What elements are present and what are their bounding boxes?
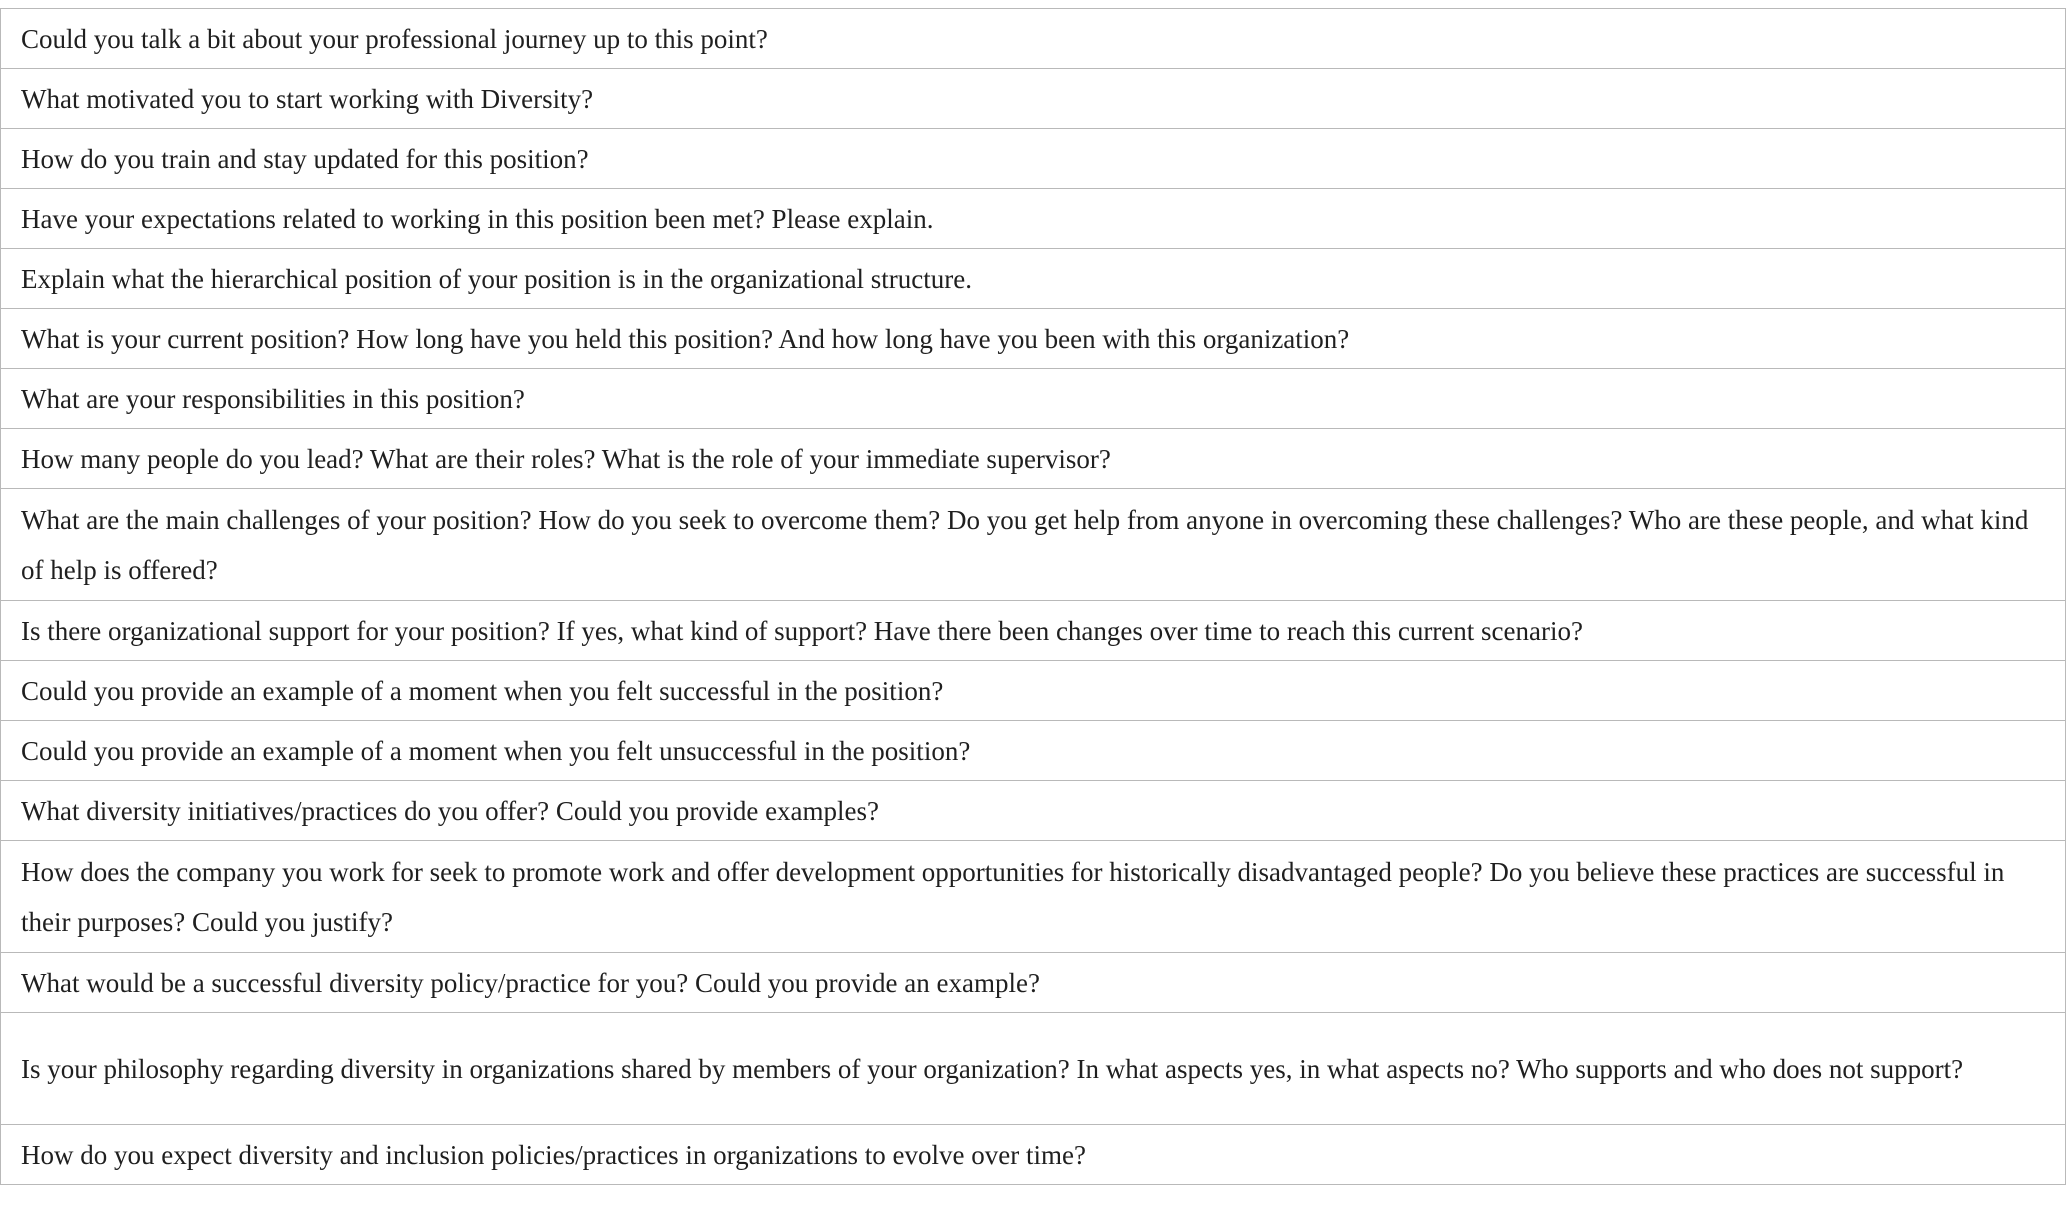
question-cell: Explain what the hierarchical position of your position is in the organizational structure. <box>1 249 2066 309</box>
table-row <box>1 129 2066 189</box>
question-cell: Is your philosophy regarding diversity in organizations shared by members of your organization? In what aspects yes, in what aspects no? Who supports and who does not support? <box>1 1013 2066 1125</box>
table-row <box>1 9 2066 69</box>
question-cell: What would be a successful diversity policy/practice for you? Could you provide an example? <box>1 953 2066 1013</box>
table-row <box>1 69 2066 129</box>
table-row <box>1 841 2066 953</box>
table-row <box>1 249 2066 309</box>
question-cell: What are the main challenges of your position? How do you seek to overcome them? Do you get help from anyone in overcoming these challenges? Who are these people, and what kind of help is offered? <box>1 489 2066 601</box>
question-cell: Could you talk a bit about your professional journey up to this point? <box>1 9 2066 69</box>
table-row <box>1 369 2066 429</box>
question-cell: What diversity initiatives/practices do you offer? Could you provide examples? <box>1 781 2066 841</box>
question-cell: Could you provide an example of a moment when you felt successful in the position? <box>1 661 2066 721</box>
question-cell: How does the company you work for seek to promote work and offer development opportunities for historically disadvantaged people? Do you believe these practices are successful in their purposes? Could you justify? <box>1 841 2066 953</box>
table-row <box>1 601 2066 661</box>
question-cell: Have your expectations related to working in this position been met? Please explain. <box>1 189 2066 249</box>
question-cell: Is there organizational support for your position? If yes, what kind of support? Have there been changes over time to reach this current scenario? <box>1 601 2066 661</box>
table-row <box>1 781 2066 841</box>
question-cell: How do you expect diversity and inclusion policies/practices in organizations to evolve over time? <box>1 1125 2066 1185</box>
question-cell: What are your responsibilities in this position? <box>1 369 2066 429</box>
interview-questions-table <box>0 8 2066 1185</box>
question-cell: What is your current position? How long have you held this position? And how long have you been with this organization? <box>1 309 2066 369</box>
question-cell: What motivated you to start working with Diversity? <box>1 69 2066 129</box>
table-row <box>1 489 2066 601</box>
question-cell: Could you provide an example of a moment when you felt unsuccessful in the position? <box>1 721 2066 781</box>
table-row <box>1 189 2066 249</box>
table-row <box>1 721 2066 781</box>
question-cell: How do you train and stay updated for this position? <box>1 129 2066 189</box>
table-row <box>1 1125 2066 1185</box>
table-row <box>1 1013 2066 1125</box>
table-row <box>1 309 2066 369</box>
question-cell: How many people do you lead? What are their roles? What is the role of your immediate supervisor? <box>1 429 2066 489</box>
table-row <box>1 953 2066 1013</box>
table-row <box>1 661 2066 721</box>
table-row <box>1 429 2066 489</box>
